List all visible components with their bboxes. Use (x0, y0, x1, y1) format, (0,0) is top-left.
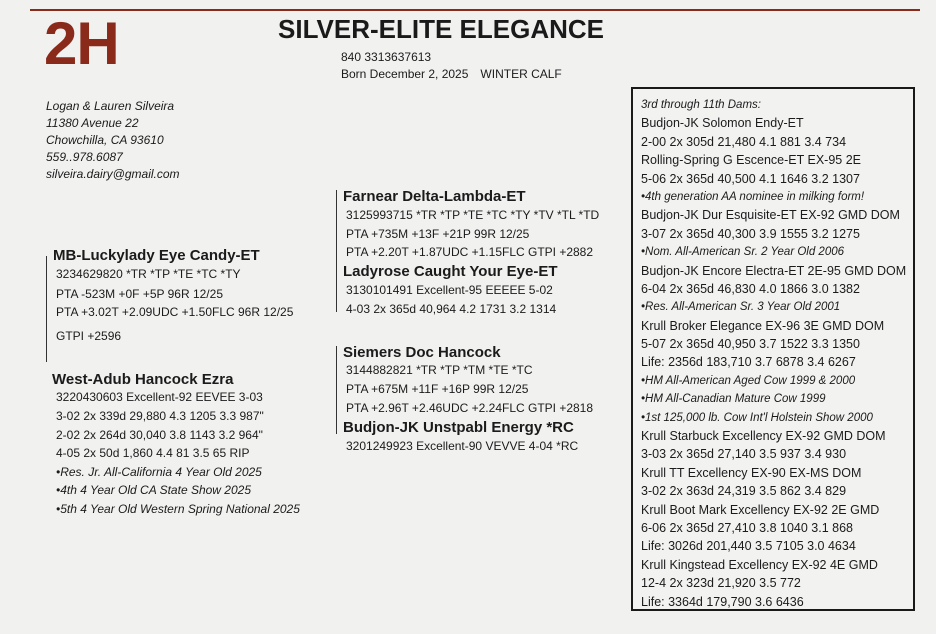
ancestor-dam-note: •HM All-Canadian Mature Cow 1999 (641, 393, 826, 406)
dam-note: •4th 4 Year Old CA State Show 2025 (56, 483, 251, 497)
paternal-grandsire-name: Farnear Delta-Lambda-ET (343, 188, 526, 205)
ancestor-dam-record: 3-03 2x 365d 27,140 3.5 937 3.4 930 (641, 447, 847, 462)
dam-note: •5th 4 Year Old Western Spring National 2025 (56, 502, 300, 516)
dams-list (641, 96, 909, 611)
lot-number: 2H (44, 10, 119, 77)
sire-line: PTA +3.02T +2.09UDC +1.50FLC 96R 12/25 (56, 305, 294, 319)
ancestor-dam-name: Budjon-JK Encore Electra-ET 2E-95 GMD DOM (641, 263, 907, 278)
ancestor-dam-name: Krull TT Excellency EX-90 EX-MS DOM (641, 465, 862, 480)
dam-note: •Res. Jr. All-California 4 Year Old 2025 (56, 465, 262, 479)
header-rule (30, 9, 920, 11)
dam-line: 3220430603 Excellent-92 EEVEE 3-03 (56, 390, 263, 404)
ancestor-dam-name: Krull Boot Mark Excellency EX-92 2E GMD (641, 502, 880, 517)
maternal-grandsire-line: PTA +2.96T +2.46UDC +2.24FLC GTPI +2818 (346, 401, 594, 415)
ancestor-dam-record: 5-07 2x 365d 40,950 3.7 1522 3.3 1350 (641, 337, 860, 352)
ancestor-dam-record: 3-02 2x 363d 24,319 3.5 862 3.4 829 (641, 484, 847, 499)
sire-line: 3234629820 *TR *TP *TE *TC *TY (56, 267, 241, 281)
maternal-grandsire-line: 3144882821 *TR *TP *TM *TE *TC (346, 363, 533, 377)
ancestor-dam-record: 6-06 2x 365d 27,410 3.8 1040 3.1 868 (641, 520, 853, 535)
sire-line: GTPI +2596 (56, 329, 122, 343)
maternal-granddam-line: 3201249923 Excellent-90 VEVVE 4-04 *RC (346, 439, 579, 453)
maternal-grandsire-line: PTA +675M +11F +16P 99R 12/25 (346, 382, 529, 396)
owner-block (46, 98, 180, 183)
paternal-granddam-line: 4-03 2x 365d 40,964 4.2 1731 3.2 1314 (346, 302, 557, 316)
class-label: WINTER CALF (480, 67, 562, 81)
paternal-grandsire-line: PTA +2.20T +1.87UDC +1.15FLC GTPI +2882 (346, 245, 594, 259)
animal-name: SILVER-ELITE ELEGANCE (278, 14, 604, 44)
ancestor-dam-note: •4th generation AA nominee in milking form! (641, 190, 865, 203)
dams-box (631, 87, 915, 611)
ancestor-dam-record: Life: 2356d 183,710 3.7 6878 3.4 6267 (641, 355, 856, 370)
ancestor-dam-record: 5-06 2x 365d 40,500 4.1 1646 3.2 1307 (641, 171, 860, 186)
ancestor-dam-record: 12-4 2x 323d 21,920 3.5 772 (641, 576, 801, 591)
paternal-grandsire-line: PTA +735M +13F +21P 99R 12/25 (346, 227, 530, 241)
dams-box-header: 3rd through 11th Dams: (641, 99, 761, 111)
ancestor-dam-name: Budjon-JK Solomon Endy-ET (641, 116, 804, 131)
dam-line: 3-02 2x 339d 29,880 4.3 1205 3.3 987" (56, 409, 264, 423)
birth-info (341, 67, 562, 81)
paternal-bracket (336, 190, 337, 312)
owner-name: Logan & Lauren Silveira (46, 99, 175, 113)
paternal-grandsire-line: 3125993715 *TR *TP *TE *TC *TY *TV *TL *TD (346, 208, 600, 222)
owner-phone: 559..978.6087 (46, 150, 123, 164)
ancestor-dam-record: Life: 3026d 201,440 3.5 7105 3.0 4634 (641, 539, 856, 554)
paternal-granddam-line: 3130101491 Excellent-95 EEEEE 5-02 (346, 283, 553, 297)
dam-line: 4-05 2x 50d 1,860 4.4 81 3.5 65 RIP (56, 446, 250, 460)
ancestor-dam-record: Life: 3364d 179,790 3.6 6436 (641, 594, 804, 609)
paternal-granddam-name: Ladyrose Caught Your Eye-ET (343, 263, 558, 280)
ancestor-dam-name: Budjon-JK Dur Esquisite-ET EX-92 GMD DOM (641, 208, 900, 223)
maternal-bracket (336, 346, 337, 434)
ancestor-dam-note: •Nom. All-American Sr. 2 Year Old 2006 (641, 246, 845, 259)
registration-number: 840 3313637613 (341, 50, 432, 64)
dam-line: 2-02 2x 264d 30,040 3.8 1143 3.2 964" (56, 428, 263, 442)
ancestor-dam-record: 6-04 2x 365d 46,830 4.0 1866 3.0 1382 (641, 281, 860, 296)
ancestor-dam-name: Krull Starbuck Excellency EX-92 GMD DOM (641, 429, 886, 444)
ancestor-dam-name: Krull Kingstead Excellency EX-92 4E GMD (641, 557, 878, 572)
ancestor-dam-note: •Res. All-American Sr. 3 Year Old 2001 (641, 301, 841, 314)
sire-line: PTA -523M +0F +5P 96R 12/25 (56, 287, 223, 301)
maternal-granddam-name: Budjon-JK Unstpabl Energy *RC (343, 419, 574, 436)
maternal-grandsire-name: Siemers Doc Hancock (343, 344, 501, 361)
ancestor-dam-record: 3-07 2x 365d 40,300 3.9 1555 3.2 1275 (641, 226, 860, 241)
birth-date: Born December 2, 2025 (341, 67, 469, 81)
sire-name: MB-Luckylady Eye Candy-ET (53, 247, 260, 264)
ancestor-dam-note: •1st 125,000 lb. Cow Int'l Holstein Show 2000 (641, 411, 873, 424)
dam-name: West-Adub Hancock Ezra (52, 371, 234, 388)
owner-city: Chowchilla, CA 93610 (46, 133, 164, 147)
ancestor-dam-record: 2-00 2x 305d 21,480 4.1 881 3.4 734 (641, 134, 847, 149)
ancestor-dam-note: •HM All-American Aged Cow 1999 & 2000 (641, 374, 856, 387)
sire-bracket (46, 256, 47, 362)
ancestor-dam-name: Rolling-Spring G Escence-ET EX-95 2E (641, 153, 862, 168)
owner-address: 11380 Avenue 22 (46, 116, 139, 130)
owner-email: silveira.dairy@gmail.com (46, 167, 180, 181)
ancestor-dam-name: Krull Broker Elegance EX-96 3E GMD DOM (641, 318, 885, 333)
